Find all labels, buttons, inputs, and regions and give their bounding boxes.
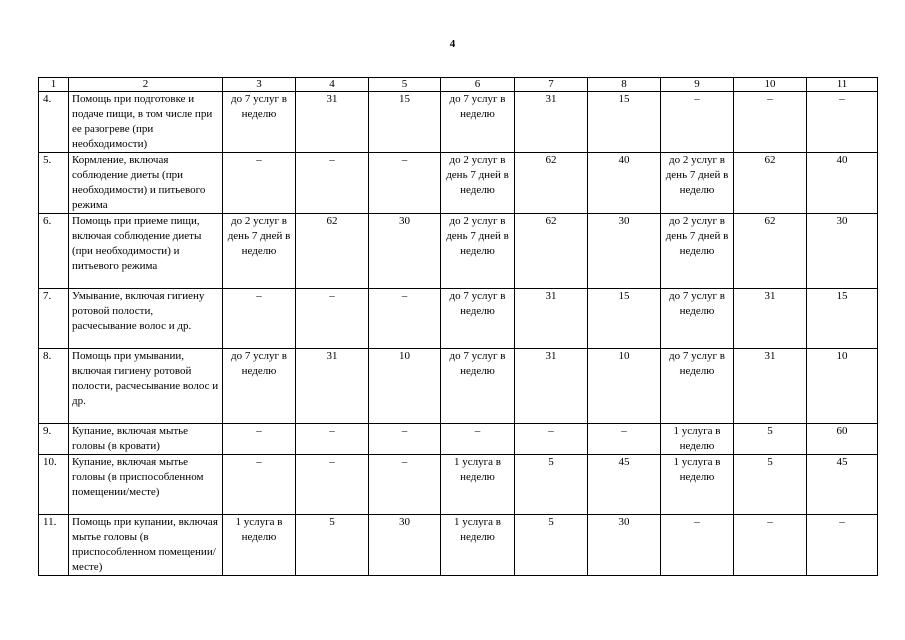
column-header-1: 1 xyxy=(39,78,69,92)
column-header-9: 9 xyxy=(661,78,734,92)
table-cell: 31 xyxy=(734,349,807,424)
table-cell: до 2 услуг в день 7 дней в неделю xyxy=(441,153,515,214)
table-cell: 31 xyxy=(515,349,588,424)
table-cell: 31 xyxy=(515,92,588,153)
table-cell: – xyxy=(296,153,369,214)
table-cell: 1 услуга в неделю xyxy=(661,455,734,515)
table-cell: до 2 услуг в день 7 дней в неделю xyxy=(661,153,734,214)
table-cell: 10 xyxy=(369,349,441,424)
table-row xyxy=(39,424,878,455)
table-cell: 40 xyxy=(807,153,878,214)
table-row xyxy=(39,289,878,349)
table-cell: – xyxy=(734,515,807,576)
table-cell: 1 услуга в неделю xyxy=(441,515,515,576)
column-header-11: 11 xyxy=(807,78,878,92)
table-cell: – xyxy=(369,289,441,349)
table-cell: 60 xyxy=(807,424,878,455)
table-cell: 10 xyxy=(807,349,878,424)
column-header-6: 6 xyxy=(441,78,515,92)
row-number-cell: 5. xyxy=(39,153,69,214)
table-cell: – xyxy=(807,92,878,153)
table-cell: – xyxy=(223,289,296,349)
table-row xyxy=(39,455,878,515)
row-number-cell: 11. xyxy=(39,515,69,576)
table-cell: – xyxy=(807,515,878,576)
table-cell: 5 xyxy=(515,455,588,515)
table-cell: – xyxy=(369,153,441,214)
table-cell: до 2 услуг в день 7 дней в неделю xyxy=(441,214,515,289)
row-number-cell: 7. xyxy=(39,289,69,349)
table-cell: 45 xyxy=(588,455,661,515)
table-cell: 1 услуга в неделю xyxy=(223,515,296,576)
column-header-2: 2 xyxy=(69,78,223,92)
column-header-8: 8 xyxy=(588,78,661,92)
table-cell: 15 xyxy=(807,289,878,349)
table-cell: – xyxy=(296,455,369,515)
table-cell: 62 xyxy=(734,153,807,214)
column-header-5: 5 xyxy=(369,78,441,92)
table-cell: до 7 услуг в неделю xyxy=(661,289,734,349)
table-cell: до 7 услуг в неделю xyxy=(223,349,296,424)
service-name-cell: Кормление, включая соблюдение диеты (при необходимости) и питьевого режима xyxy=(69,153,223,214)
service-name-cell: Купание, включая мытье головы (в приспособленном помещении/месте) xyxy=(69,455,223,515)
row-number-cell: 6. xyxy=(39,214,69,289)
service-name-cell: Купание, включая мытье головы (в кровати) xyxy=(69,424,223,455)
table-cell: 30 xyxy=(588,214,661,289)
table-cell: – xyxy=(441,424,515,455)
column-header-7: 7 xyxy=(515,78,588,92)
table-cell: – xyxy=(369,424,441,455)
table-cell: 30 xyxy=(369,214,441,289)
table-cell: – xyxy=(369,455,441,515)
table-cell: 5 xyxy=(296,515,369,576)
table-cell: – xyxy=(515,424,588,455)
table-cell: 31 xyxy=(734,289,807,349)
row-number-cell: 8. xyxy=(39,349,69,424)
table-body xyxy=(39,92,878,576)
table-cell: 62 xyxy=(296,214,369,289)
table-cell: – xyxy=(223,424,296,455)
table-cell: – xyxy=(661,92,734,153)
row-number-cell: 4. xyxy=(39,92,69,153)
table-cell: 62 xyxy=(515,214,588,289)
table-cell: до 2 услуг в день 7 дней в неделю xyxy=(223,214,296,289)
table-cell: 40 xyxy=(588,153,661,214)
table-cell: до 7 услуг в неделю xyxy=(441,349,515,424)
table-cell: 15 xyxy=(588,289,661,349)
table-cell: 30 xyxy=(807,214,878,289)
table-cell: 15 xyxy=(369,92,441,153)
column-header-10: 10 xyxy=(734,78,807,92)
table-cell: до 7 услуг в неделю xyxy=(223,92,296,153)
table-header xyxy=(39,78,878,92)
column-header-4: 4 xyxy=(296,78,369,92)
table-cell: 5 xyxy=(515,515,588,576)
service-name-cell: Умывание, включая гигиену ротовой полости, расчесывание волос и др. xyxy=(69,289,223,349)
table-row xyxy=(39,349,878,424)
table-cell: до 7 услуг в неделю xyxy=(661,349,734,424)
table-cell: 10 xyxy=(588,349,661,424)
service-name-cell: Помощь при подготовке и подаче пищи, в том числе при ее разогреве (при необходимости) xyxy=(69,92,223,153)
page-number: 4 xyxy=(449,38,456,50)
service-name-cell: Помощь при купании, включая мытье головы (в приспособленном помещении/месте) xyxy=(69,515,223,576)
table-cell: до 7 услуг в неделю xyxy=(441,92,515,153)
table-cell: 62 xyxy=(515,153,588,214)
table-cell: 30 xyxy=(369,515,441,576)
table-row xyxy=(39,515,878,576)
column-header-3: 3 xyxy=(223,78,296,92)
services-table xyxy=(38,77,878,576)
table-row xyxy=(39,153,878,214)
row-number-cell: 9. xyxy=(39,424,69,455)
table-cell: – xyxy=(734,92,807,153)
table-cell: – xyxy=(296,289,369,349)
table-cell: 1 услуга в неделю xyxy=(661,424,734,455)
table-row xyxy=(39,92,878,153)
table-cell: до 7 услуг в неделю xyxy=(441,289,515,349)
table-cell: 1 услуга в неделю xyxy=(441,455,515,515)
table-cell: – xyxy=(223,455,296,515)
table-cell: – xyxy=(296,424,369,455)
table-cell: 5 xyxy=(734,455,807,515)
table-cell: – xyxy=(661,515,734,576)
table-cell: 31 xyxy=(515,289,588,349)
table-cell: – xyxy=(223,153,296,214)
table-cell: 31 xyxy=(296,349,369,424)
table-cell: 31 xyxy=(296,92,369,153)
table-cell: 30 xyxy=(588,515,661,576)
table-cell: 5 xyxy=(734,424,807,455)
table-cell: 45 xyxy=(807,455,878,515)
table-row xyxy=(39,214,878,289)
table-cell: 62 xyxy=(734,214,807,289)
table-cell: – xyxy=(588,424,661,455)
service-name-cell: Помощь при приеме пищи, включая соблюдение диеты (при необходимости) и питьевого режима xyxy=(69,214,223,289)
service-name-cell: Помощь при умывании, включая гигиену ротовой полости, расчесывание волос и др. xyxy=(69,349,223,424)
row-number-cell: 10. xyxy=(39,455,69,515)
table-cell: 15 xyxy=(588,92,661,153)
header-row xyxy=(39,78,878,92)
table-cell: до 2 услуг в день 7 дней в неделю xyxy=(661,214,734,289)
